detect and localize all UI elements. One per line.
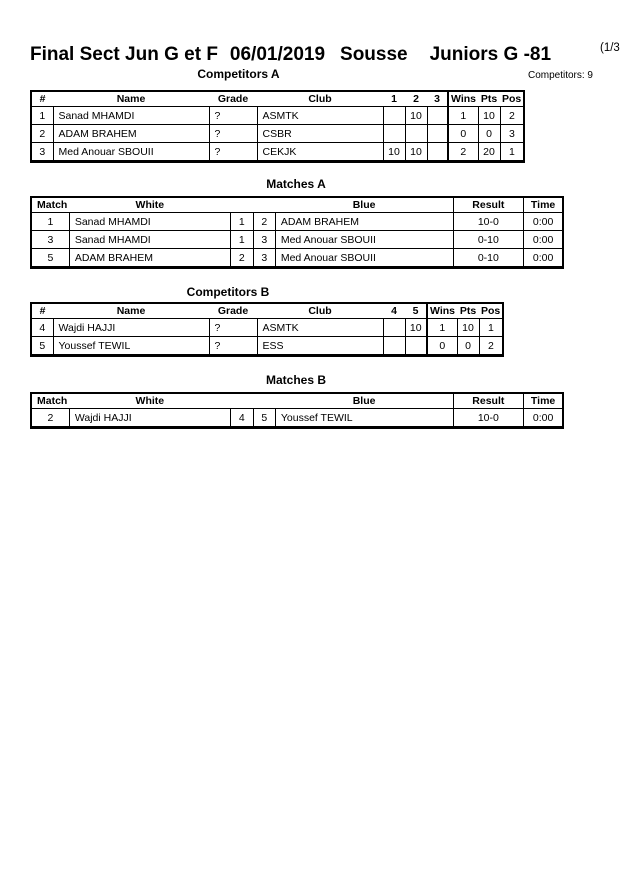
cell: 2 bbox=[448, 143, 478, 162]
table-row bbox=[31, 409, 563, 428]
cell bbox=[405, 125, 427, 143]
page-number-superscript: (1/3 bbox=[600, 42, 620, 54]
table-row bbox=[31, 231, 563, 249]
cell: ? bbox=[209, 125, 257, 143]
page-title bbox=[30, 45, 551, 64]
cell: ESS bbox=[257, 337, 383, 356]
column-header: Club bbox=[257, 91, 383, 107]
section-heading-competitors-b: Competitors B bbox=[186, 285, 270, 299]
cell: 0:00 bbox=[523, 231, 563, 249]
matches-a-table bbox=[30, 196, 564, 269]
cell: 10 bbox=[405, 143, 427, 162]
column-header: White bbox=[69, 197, 230, 213]
cell bbox=[383, 319, 405, 337]
column-header: Match bbox=[31, 393, 69, 409]
column-header bbox=[253, 393, 275, 409]
title-location: Sousse bbox=[340, 44, 408, 65]
section-heading-matches-b: Matches B bbox=[265, 373, 327, 387]
cell: 0 bbox=[478, 125, 500, 143]
cell bbox=[427, 143, 448, 162]
title-date: 06/01/2019 bbox=[229, 44, 326, 65]
column-header: Pts bbox=[457, 303, 479, 319]
cell: Sanad MHAMDI bbox=[53, 107, 209, 125]
cell: Sanad MHAMDI bbox=[69, 231, 230, 249]
cell: 0 bbox=[448, 125, 478, 143]
column-header: Pos bbox=[479, 303, 503, 319]
matches-b-table bbox=[30, 392, 564, 429]
column-header: Grade bbox=[209, 91, 257, 107]
cell: ? bbox=[209, 107, 257, 125]
cell: Wajdi HAJJI bbox=[69, 409, 230, 428]
cell: 1 bbox=[448, 107, 478, 125]
cell: Med Anouar SBOUII bbox=[275, 249, 453, 268]
cell: 5 bbox=[253, 409, 275, 428]
column-header bbox=[230, 197, 253, 213]
cell: 2 bbox=[479, 337, 503, 356]
cell: 4 bbox=[230, 409, 253, 428]
cell: 3 bbox=[31, 143, 53, 162]
column-header: Name bbox=[53, 91, 209, 107]
cell: ? bbox=[209, 319, 257, 337]
cell: 1 bbox=[31, 107, 53, 125]
column-header: Wins bbox=[427, 303, 457, 319]
table-row bbox=[31, 319, 503, 337]
cell: Med Anouar SBOUII bbox=[53, 143, 209, 162]
cell: 10 bbox=[478, 107, 500, 125]
header-row bbox=[31, 197, 563, 213]
cell: 10 bbox=[457, 319, 479, 337]
cell: 3 bbox=[253, 249, 275, 268]
cell: 5 bbox=[31, 249, 69, 268]
cell: 20 bbox=[478, 143, 500, 162]
cell bbox=[383, 125, 405, 143]
competitors-a-table bbox=[30, 90, 525, 163]
table-row bbox=[31, 107, 524, 125]
column-header: Pts bbox=[478, 91, 500, 107]
column-header: 2 bbox=[405, 91, 427, 107]
cell bbox=[383, 107, 405, 125]
header-row bbox=[31, 91, 524, 107]
cell: 1 bbox=[230, 231, 253, 249]
column-header: Blue bbox=[275, 197, 453, 213]
cell: 1 bbox=[479, 319, 503, 337]
cell: Med Anouar SBOUII bbox=[275, 231, 453, 249]
table-row bbox=[31, 213, 563, 231]
header-row bbox=[31, 393, 563, 409]
column-header: 3 bbox=[427, 91, 448, 107]
cell bbox=[405, 337, 427, 356]
cell: CEKJK bbox=[257, 143, 383, 162]
table-row bbox=[31, 125, 524, 143]
column-header: Name bbox=[53, 303, 209, 319]
column-header: 4 bbox=[383, 303, 405, 319]
column-header: White bbox=[69, 393, 230, 409]
column-header: Grade bbox=[209, 303, 257, 319]
section-heading-matches-a: Matches A bbox=[266, 177, 326, 191]
column-header bbox=[230, 393, 253, 409]
column-header: Result bbox=[453, 393, 523, 409]
cell: ASMTK bbox=[257, 107, 383, 125]
cell bbox=[383, 337, 405, 356]
cell: 0 bbox=[457, 337, 479, 356]
cell: 10 bbox=[405, 107, 427, 125]
header-row bbox=[31, 303, 503, 319]
title-category: Juniors G -81 bbox=[429, 44, 552, 65]
column-header: 5 bbox=[405, 303, 427, 319]
cell: 0-10 bbox=[453, 249, 523, 268]
column-header: Time bbox=[523, 393, 563, 409]
cell: 2 bbox=[31, 409, 69, 428]
cell: ADAM BRAHEM bbox=[275, 213, 453, 231]
cell: 0:00 bbox=[523, 409, 563, 428]
column-header: Result bbox=[453, 197, 523, 213]
table-row bbox=[31, 143, 524, 162]
cell: ? bbox=[209, 143, 257, 162]
cell: 1 bbox=[427, 319, 457, 337]
cell: 0-10 bbox=[453, 231, 523, 249]
cell: 10-0 bbox=[453, 213, 523, 231]
column-header: 1 bbox=[383, 91, 405, 107]
competitors-b-table bbox=[30, 302, 504, 357]
cell: Wajdi HAJJI bbox=[53, 319, 209, 337]
cell: Youssef TEWIL bbox=[53, 337, 209, 356]
column-header: Blue bbox=[275, 393, 453, 409]
cell: 0:00 bbox=[523, 213, 563, 231]
column-header: Time bbox=[523, 197, 563, 213]
cell: 2 bbox=[31, 125, 53, 143]
table-row bbox=[31, 337, 503, 356]
cell: ADAM BRAHEM bbox=[69, 249, 230, 268]
cell: 3 bbox=[253, 231, 275, 249]
cell: 2 bbox=[253, 213, 275, 231]
table-row bbox=[31, 249, 563, 268]
cell bbox=[427, 125, 448, 143]
competitors-count: Competitors: 9 bbox=[527, 70, 593, 81]
column-header: # bbox=[31, 303, 53, 319]
column-header: Wins bbox=[448, 91, 478, 107]
column-header bbox=[253, 197, 275, 213]
cell: 3 bbox=[31, 231, 69, 249]
cell: CSBR bbox=[257, 125, 383, 143]
cell: ADAM BRAHEM bbox=[53, 125, 209, 143]
column-header: Pos bbox=[500, 91, 524, 107]
cell: 0:00 bbox=[523, 249, 563, 268]
cell: Sanad MHAMDI bbox=[69, 213, 230, 231]
column-header: Club bbox=[257, 303, 383, 319]
cell: ? bbox=[209, 337, 257, 356]
cell: 3 bbox=[500, 125, 524, 143]
cell: 4 bbox=[31, 319, 53, 337]
cell: ASMTK bbox=[257, 319, 383, 337]
cell: 0 bbox=[427, 337, 457, 356]
cell: 1 bbox=[500, 143, 524, 162]
cell: 10 bbox=[383, 143, 405, 162]
cell: Youssef TEWIL bbox=[275, 409, 453, 428]
title-event-name: Final Sect Jun G et F bbox=[30, 44, 218, 65]
cell: 10 bbox=[405, 319, 427, 337]
cell: 2 bbox=[500, 107, 524, 125]
cell: 1 bbox=[230, 213, 253, 231]
cell bbox=[427, 107, 448, 125]
cell: 1 bbox=[31, 213, 69, 231]
section-heading-competitors-a: Competitors A bbox=[197, 67, 280, 81]
cell: 5 bbox=[31, 337, 53, 356]
column-header: Match bbox=[31, 197, 69, 213]
column-header: # bbox=[31, 91, 53, 107]
cell: 2 bbox=[230, 249, 253, 268]
cell: 10-0 bbox=[453, 409, 523, 428]
